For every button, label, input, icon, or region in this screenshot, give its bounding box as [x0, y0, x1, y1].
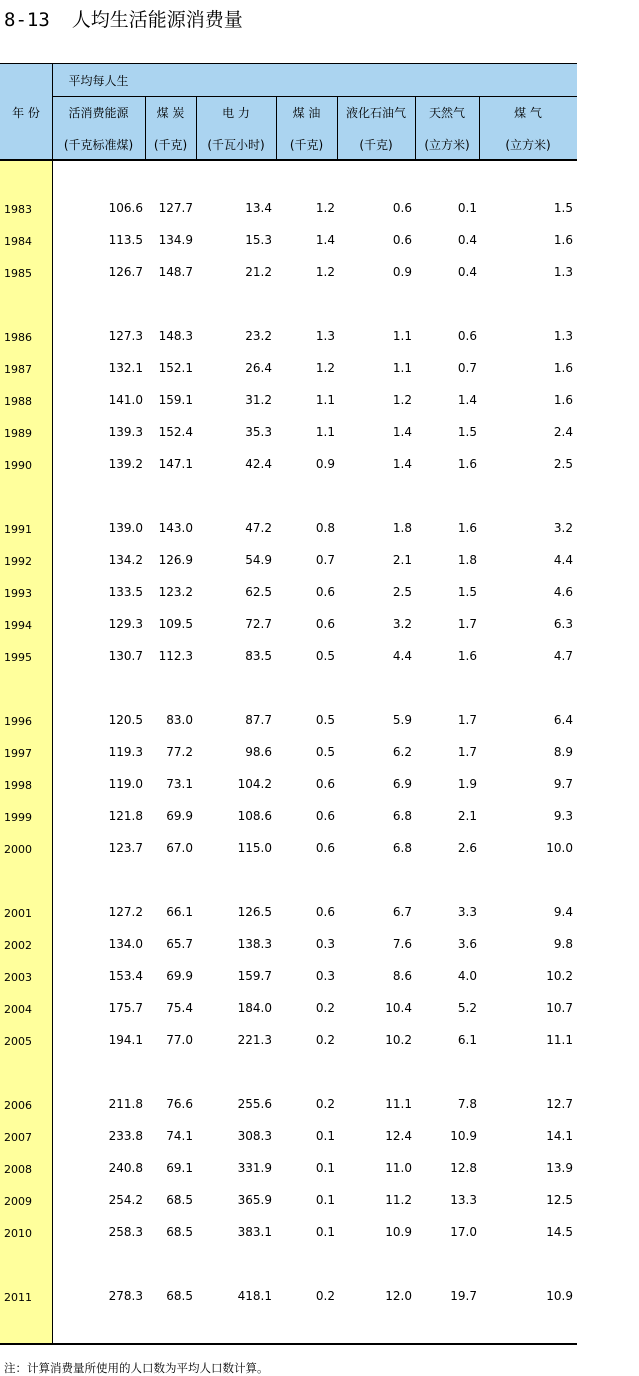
cell-total: 134.2: [108, 553, 143, 567]
cell-kero: 0.1: [315, 1161, 335, 1175]
cell-total: 175.7: [108, 1001, 143, 1015]
cell-coal: 73.1: [166, 777, 193, 791]
cell-cg: 8.9: [553, 745, 573, 759]
cell-coal: 148.7: [158, 265, 193, 279]
cell-elec: 126.5: [237, 905, 272, 919]
cell-cg: 12.5: [546, 1193, 573, 1207]
table-row: [0, 422, 577, 442]
cell-ng: 1.6: [457, 521, 477, 535]
cell-coal: 152.1: [158, 361, 193, 375]
cell-coal: 152.4: [158, 425, 193, 439]
cell-lpg: 10.4: [385, 1001, 412, 1015]
cell-lpg: 6.9: [392, 777, 412, 791]
cell-ng: 1.6: [457, 457, 477, 471]
cell-kero: 1.1: [315, 393, 335, 407]
table-row: [0, 614, 577, 634]
cell-coal: 83.0: [166, 713, 193, 727]
cell-total: 119.0: [108, 777, 143, 791]
cell-lpg: 2.1: [392, 553, 412, 567]
cell-ng: 1.8: [457, 553, 477, 567]
cell-ng: 1.5: [457, 585, 477, 599]
cell-cg: 1.5: [553, 201, 573, 215]
cell-kero: 0.6: [315, 841, 335, 855]
cell-cg: 4.7: [553, 649, 573, 663]
cell-elec: 138.3: [237, 937, 272, 951]
cell-elec: 42.4: [245, 457, 272, 471]
cell-lpg: 0.9: [392, 265, 412, 279]
table-row: [0, 1286, 577, 1306]
cell-elec: 62.5: [245, 585, 272, 599]
cell-total: 139.3: [108, 425, 143, 439]
row-year: 1989: [4, 427, 32, 440]
cell-total: 113.5: [108, 233, 143, 247]
header-kerosene: 煤 油: [292, 106, 321, 120]
cell-ng: 1.4: [457, 393, 477, 407]
table-number: 8-13: [4, 9, 50, 31]
cell-ng: 1.9: [457, 777, 477, 791]
cell-lpg: 12.4: [385, 1129, 412, 1143]
cell-lpg: 7.6: [392, 937, 412, 951]
cell-cg: 10.0: [546, 841, 573, 855]
cell-kero: 0.2: [315, 1033, 335, 1047]
cell-ng: 1.7: [457, 617, 477, 631]
cell-elec: 221.3: [237, 1033, 272, 1047]
cell-total: 121.8: [108, 809, 143, 823]
row-year: 2000: [4, 843, 32, 856]
cell-coal: 126.9: [158, 553, 193, 567]
cell-cg: 2.5: [553, 457, 573, 471]
cell-lpg: 8.6: [392, 969, 412, 983]
cell-elec: 31.2: [245, 393, 272, 407]
cell-ng: 0.4: [457, 265, 477, 279]
cell-kero: 0.6: [315, 809, 335, 823]
cell-kero: 0.6: [315, 777, 335, 791]
header-kerosene-unit: (千克): [289, 138, 324, 152]
cell-kero: 0.9: [315, 457, 335, 471]
row-year: 1999: [4, 811, 32, 824]
cell-ng: 1.7: [457, 745, 477, 759]
cell-coal: 66.1: [166, 905, 193, 919]
cell-lpg: 11.2: [385, 1193, 412, 1207]
row-year: 2002: [4, 939, 32, 952]
table-row: [0, 582, 577, 602]
cell-lpg: 12.0: [385, 1289, 412, 1303]
cell-ng: 5.2: [457, 1001, 477, 1015]
cell-ng: 2.1: [457, 809, 477, 823]
cell-cg: 9.4: [553, 905, 573, 919]
cell-cg: 10.7: [546, 1001, 573, 1015]
cell-kero: 0.1: [315, 1193, 335, 1207]
cell-total: 133.5: [108, 585, 143, 599]
cell-total: 120.5: [108, 713, 143, 727]
cell-total: 129.3: [108, 617, 143, 631]
cell-coal: 143.0: [158, 521, 193, 535]
table-row: [0, 806, 577, 826]
cell-elec: 54.9: [245, 553, 272, 567]
cell-total: 132.1: [108, 361, 143, 375]
header-natural-gas-unit: (立方米): [424, 138, 470, 152]
cell-kero: 1.3: [315, 329, 335, 343]
cell-total: 127.2: [108, 905, 143, 919]
cell-lpg: 1.8: [392, 521, 412, 535]
cell-lpg: 6.8: [392, 841, 412, 855]
cell-cg: 12.7: [546, 1097, 573, 1111]
cell-kero: 0.5: [315, 713, 335, 727]
header-total-line2: 活消费能源: [68, 106, 129, 120]
cell-coal: 109.5: [158, 617, 193, 631]
cell-kero: 0.6: [315, 585, 335, 599]
cell-coal: 67.0: [166, 841, 193, 855]
table-title: [4, 6, 243, 36]
cell-cg: 6.4: [553, 713, 573, 727]
cell-kero: 0.5: [315, 745, 335, 759]
row-year: 2005: [4, 1035, 32, 1048]
cell-lpg: 0.6: [392, 233, 412, 247]
cell-cg: 1.3: [553, 329, 573, 343]
cell-kero: 0.5: [315, 649, 335, 663]
table-row: [0, 646, 577, 666]
cell-total: 126.7: [108, 265, 143, 279]
cell-elec: 418.1: [237, 1289, 272, 1303]
row-year: 2001: [4, 907, 32, 920]
cell-cg: 11.1: [546, 1033, 573, 1047]
cell-ng: 1.5: [457, 425, 477, 439]
cell-kero: 0.3: [315, 937, 335, 951]
cell-coal: 112.3: [158, 649, 193, 663]
cell-total: 130.7: [108, 649, 143, 663]
cell-elec: 98.6: [245, 745, 272, 759]
header-lpg: 液化石油气: [345, 106, 406, 120]
table-row: [0, 902, 577, 922]
cell-elec: 83.5: [245, 649, 272, 663]
cell-kero: 1.2: [315, 361, 335, 375]
header-electricity-unit: (千瓦小时): [207, 138, 265, 152]
cell-lpg: 2.5: [392, 585, 412, 599]
cell-cg: 2.4: [553, 425, 573, 439]
cell-ng: 13.3: [450, 1193, 477, 1207]
cell-lpg: 1.1: [392, 361, 412, 375]
header-natural-gas: 天然气: [428, 106, 465, 120]
cell-total: 194.1: [108, 1033, 143, 1047]
table-row: [0, 1190, 577, 1210]
cell-coal: 127.7: [158, 201, 193, 215]
cell-elec: 13.4: [245, 201, 272, 215]
row-year: 1983: [4, 203, 32, 216]
cell-ng: 2.6: [457, 841, 477, 855]
table-row: [0, 326, 577, 346]
cell-kero: 0.1: [315, 1225, 335, 1239]
cell-elec: 47.2: [245, 521, 272, 535]
cell-total: 134.0: [108, 937, 143, 951]
cell-coal: 65.7: [166, 937, 193, 951]
cell-kero: 0.1: [315, 1129, 335, 1143]
cell-coal: 77.0: [166, 1033, 193, 1047]
cell-kero: 0.6: [315, 617, 335, 631]
header-total-line1: 平均每人生: [68, 74, 129, 88]
cell-total: 141.0: [108, 393, 143, 407]
cell-ng: 7.8: [457, 1097, 477, 1111]
header-bottom-rule: [0, 159, 577, 161]
cell-total: 258.3: [108, 1225, 143, 1239]
cell-total: 254.2: [108, 1193, 143, 1207]
header-top-rule: [0, 63, 577, 64]
row-year: 1998: [4, 779, 32, 792]
cell-coal: 68.5: [166, 1225, 193, 1239]
table-row: [0, 1158, 577, 1178]
cell-ng: 0.1: [457, 201, 477, 215]
header-coal-gas-unit: (立方米): [505, 138, 551, 152]
cell-coal: 76.6: [166, 1097, 193, 1111]
cell-ng: 0.7: [457, 361, 477, 375]
cell-lpg: 5.9: [392, 713, 412, 727]
cell-lpg: 1.1: [392, 329, 412, 343]
cell-kero: 1.2: [315, 265, 335, 279]
cell-elec: 15.3: [245, 233, 272, 247]
cell-kero: 1.2: [315, 201, 335, 215]
table-bottom-rule: [0, 1343, 577, 1345]
table-row: [0, 742, 577, 762]
cell-kero: 0.7: [315, 553, 335, 567]
cell-ng: 6.1: [457, 1033, 477, 1047]
cell-coal: 147.1: [158, 457, 193, 471]
row-year: 1996: [4, 715, 32, 728]
cell-total: 278.3: [108, 1289, 143, 1303]
cell-lpg: 11.0: [385, 1161, 412, 1175]
cell-lpg: 6.7: [392, 905, 412, 919]
cell-lpg: 10.9: [385, 1225, 412, 1239]
cell-cg: 9.3: [553, 809, 573, 823]
row-year: 1985: [4, 267, 32, 280]
cell-cg: 1.6: [553, 393, 573, 407]
cell-cg: 10.2: [546, 969, 573, 983]
row-year: 2009: [4, 1195, 32, 1208]
table-row: [0, 358, 577, 378]
cell-cg: 1.3: [553, 265, 573, 279]
cell-elec: 35.3: [245, 425, 272, 439]
header-coal-gas: 煤 气: [514, 106, 542, 120]
cell-ng: 19.7: [450, 1289, 477, 1303]
table-row: [0, 518, 577, 538]
cell-elec: 308.3: [237, 1129, 272, 1143]
cell-coal: 77.2: [166, 745, 193, 759]
table-row: [0, 774, 577, 794]
table-row: [0, 550, 577, 570]
energy-table: [0, 63, 577, 1344]
row-year: 1991: [4, 523, 32, 536]
table-row: [0, 390, 577, 410]
row-year: 1987: [4, 363, 32, 376]
table-row: [0, 1094, 577, 1114]
header-coal: 煤 炭: [156, 106, 185, 120]
table-row: [0, 262, 577, 282]
row-year: 1997: [4, 747, 32, 760]
cell-ng: 17.0: [450, 1225, 477, 1239]
cell-lpg: 0.6: [392, 201, 412, 215]
cell-total: 106.6: [108, 201, 143, 215]
cell-kero: 0.8: [315, 521, 335, 535]
row-year: 2008: [4, 1163, 32, 1176]
table-row: [0, 966, 577, 986]
cell-elec: 87.7: [245, 713, 272, 727]
table-row: [0, 998, 577, 1018]
header-total-unit: (千克标准煤): [63, 138, 134, 152]
cell-lpg: 6.8: [392, 809, 412, 823]
table-title-text: 人均生活能源消费量: [71, 9, 243, 31]
cell-elec: 72.7: [245, 617, 272, 631]
cell-cg: 3.2: [553, 521, 573, 535]
row-year: 2006: [4, 1099, 32, 1112]
cell-ng: 12.8: [450, 1161, 477, 1175]
cell-kero: 1.4: [315, 233, 335, 247]
cell-total: 119.3: [108, 745, 143, 759]
cell-kero: 1.1: [315, 425, 335, 439]
cell-total: 139.2: [108, 457, 143, 471]
table-row: [0, 838, 577, 858]
table-row: [0, 198, 577, 218]
cell-cg: 14.1: [546, 1129, 573, 1143]
cell-total: 127.3: [108, 329, 143, 343]
cell-lpg: 11.1: [385, 1097, 412, 1111]
cell-total: 139.0: [108, 521, 143, 535]
cell-kero: 0.2: [315, 1097, 335, 1111]
cell-ng: 4.0: [457, 969, 477, 983]
table-row: [0, 1030, 577, 1050]
cell-elec: 184.0: [237, 1001, 272, 1015]
table-row: [0, 230, 577, 250]
table-row: [0, 1222, 577, 1242]
cell-coal: 69.9: [166, 969, 193, 983]
cell-ng: 3.3: [457, 905, 477, 919]
row-year: 1994: [4, 619, 32, 632]
cell-lpg: 10.2: [385, 1033, 412, 1047]
row-year: 2003: [4, 971, 32, 984]
row-year: 1992: [4, 555, 32, 568]
cell-cg: 14.5: [546, 1225, 573, 1239]
row-year: 1995: [4, 651, 32, 664]
row-year: 1988: [4, 395, 32, 408]
cell-lpg: 3.2: [392, 617, 412, 631]
cell-coal: 75.4: [166, 1001, 193, 1015]
cell-ng: 1.7: [457, 713, 477, 727]
header-electricity: 电 力: [222, 106, 250, 120]
row-year: 1986: [4, 331, 32, 344]
cell-coal: 68.5: [166, 1193, 193, 1207]
table-row: [0, 454, 577, 474]
header-coal-unit: (千克): [153, 138, 188, 152]
cell-cg: 1.6: [553, 233, 573, 247]
cell-ng: 10.9: [450, 1129, 477, 1143]
cell-total: 211.8: [108, 1097, 143, 1111]
footnote: 注：计算消费量所使用的人口数为平均人口数计算。: [4, 1361, 269, 1375]
row-year: 2011: [4, 1291, 32, 1304]
cell-coal: 74.1: [166, 1129, 193, 1143]
cell-elec: 383.1: [237, 1225, 272, 1239]
cell-lpg: 1.4: [392, 457, 412, 471]
header-sub-rule: [52, 96, 577, 97]
table-row: [0, 1126, 577, 1146]
cell-coal: 68.5: [166, 1289, 193, 1303]
cell-cg: 4.4: [553, 553, 573, 567]
cell-kero: 0.6: [315, 905, 335, 919]
cell-coal: 148.3: [158, 329, 193, 343]
cell-cg: 13.9: [546, 1161, 573, 1175]
row-year: 2010: [4, 1227, 32, 1240]
row-year: 1984: [4, 235, 32, 248]
cell-lpg: 6.2: [392, 745, 412, 759]
cell-coal: 123.2: [158, 585, 193, 599]
cell-total: 153.4: [108, 969, 143, 983]
cell-ng: 0.4: [457, 233, 477, 247]
row-year: 2007: [4, 1131, 32, 1144]
cell-cg: 4.6: [553, 585, 573, 599]
cell-elec: 365.9: [237, 1193, 272, 1207]
cell-elec: 23.2: [245, 329, 272, 343]
cell-elec: 331.9: [237, 1161, 272, 1175]
cell-lpg: 1.4: [392, 425, 412, 439]
cell-total: 123.7: [108, 841, 143, 855]
cell-coal: 134.9: [158, 233, 193, 247]
cell-cg: 1.6: [553, 361, 573, 375]
cell-elec: 159.7: [237, 969, 272, 983]
cell-elec: 104.2: [237, 777, 272, 791]
cell-elec: 255.6: [237, 1097, 272, 1111]
cell-total: 240.8: [108, 1161, 143, 1175]
table-row: [0, 710, 577, 730]
table-row: [0, 934, 577, 954]
cell-elec: 115.0: [237, 841, 272, 855]
cell-cg: 10.9: [546, 1289, 573, 1303]
header-year: 年 份: [12, 106, 40, 120]
cell-kero: 0.2: [315, 1289, 335, 1303]
cell-cg: 9.7: [553, 777, 573, 791]
cell-coal: 159.1: [158, 393, 193, 407]
cell-ng: 3.6: [457, 937, 477, 951]
cell-elec: 26.4: [245, 361, 272, 375]
cell-kero: 0.2: [315, 1001, 335, 1015]
row-year: 1993: [4, 587, 32, 600]
cell-lpg: 4.4: [392, 649, 412, 663]
cell-ng: 1.6: [457, 649, 477, 663]
cell-lpg: 1.2: [392, 393, 412, 407]
cell-elec: 108.6: [237, 809, 272, 823]
row-year: 2004: [4, 1003, 32, 1016]
cell-kero: 0.3: [315, 969, 335, 983]
row-year: 1990: [4, 459, 32, 472]
cell-coal: 69.9: [166, 809, 193, 823]
header-lpg-unit: (千克): [359, 138, 393, 152]
cell-cg: 6.3: [553, 617, 573, 631]
cell-coal: 69.1: [166, 1161, 193, 1175]
cell-total: 233.8: [108, 1129, 143, 1143]
cell-cg: 9.8: [553, 937, 573, 951]
cell-elec: 21.2: [245, 265, 272, 279]
cell-ng: 0.6: [457, 329, 477, 343]
